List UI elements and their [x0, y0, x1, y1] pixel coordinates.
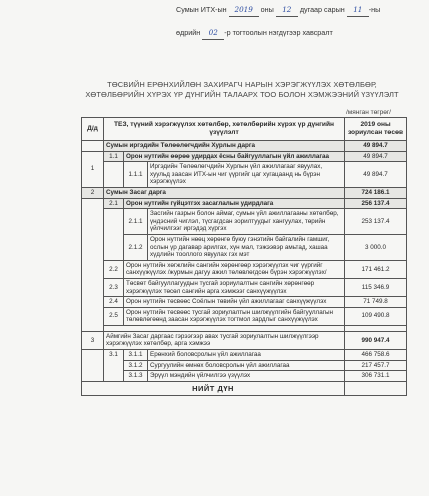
table-row: [82, 162, 407, 188]
header-text: -р тогтоолын нэгдүгээр хавсралт: [224, 28, 333, 37]
row-num: 3: [82, 331, 104, 349]
row-desc: Ерөнхий боловсролын үйл ажиллагаа: [148, 350, 345, 361]
row-desc: Сумын Засаг дарга: [104, 187, 345, 198]
table-row: [82, 360, 407, 371]
row-code: 3.1.2: [124, 360, 148, 371]
row-desc: Аймгийн Засаг даргаас гэрээгээр авах тусгай зориулалтын шилжүүлгээр хэрэгжүүлэх хөтөлбөр, арга хэмжээ: [104, 331, 345, 349]
row-amount: 49 894.7: [345, 151, 407, 162]
meeting-blank: 02: [202, 27, 224, 40]
total-amount: [345, 381, 407, 396]
month-blank: 12: [276, 4, 298, 17]
row-amount: 171 461.2: [345, 260, 407, 278]
table-row: [82, 260, 407, 278]
row-code: 3.1.1: [124, 350, 148, 361]
row-desc: Орон нутгийн гүйцэтгэх засаглалын удирдлага: [124, 198, 345, 209]
header-text: дугаар сарын: [299, 5, 345, 14]
row-amount: 115 346.9: [345, 278, 407, 296]
row-amount: 49 894.7: [345, 141, 407, 152]
row-amount: 109 490.8: [345, 307, 407, 325]
row-desc: Сумын иргэдийн Төлөөлөгчдийн Хурлын дарга: [104, 141, 345, 152]
row-amount: 217 457.7: [345, 360, 407, 371]
row-code: 3.1.3: [124, 371, 148, 382]
row-num: 2: [82, 187, 104, 198]
budget-table: [81, 117, 407, 396]
row-amount: 71 749.8: [345, 297, 407, 308]
appendix-header: [176, 4, 380, 40]
table-row: [82, 141, 407, 152]
row-desc: Эрүүл мэндийн үйлчилгээ үзүүлэх: [148, 371, 345, 382]
unit-label: /мянган төгрөг/: [346, 109, 391, 116]
row-desc: Сургуулийн өмнөх боловсролын үйл ажиллагаа: [148, 360, 345, 371]
total-label: НИЙТ ДҮН: [82, 381, 345, 396]
row-code: 2.2: [104, 260, 124, 278]
col-header-amount: 2019 оны зориулсан төсөв: [345, 118, 407, 141]
header-text: өдрийн: [176, 28, 201, 37]
table-row: [82, 198, 407, 209]
table-row: [82, 209, 407, 235]
row-desc: Орон нутгийн төсвөөс тусгай зориулалтын шилжүүлгийн байгууллагын төлөвлөгөөнд заасан хэрэгжүүлэх тогтмол зардлыг санхүүжүүлэх: [124, 307, 345, 325]
appendix-line-1: [176, 4, 380, 17]
row-amount: 49 894.7: [345, 162, 407, 188]
col-header-num: Д/д: [82, 118, 104, 141]
row-code: 1.1: [104, 151, 124, 162]
table-row: [82, 151, 407, 162]
header-text: -ны: [368, 5, 381, 14]
row-code: 3.1: [104, 350, 124, 382]
table-row: [82, 350, 407, 361]
row-amount: 990 947.4: [345, 331, 407, 349]
row-desc: Орон нутгийн өөрөө удирдах ёсны байгууллагын үйл ажиллагаа: [124, 151, 345, 162]
row-desc: Төсвөт байгууллагуудын тусгай зориулалтын сангийн хөрөнгөөр хэрэгжүүлэх төсөл сангийн арга хэмжээг санхүүжүүлэх: [124, 278, 345, 296]
document-title: ТӨСВИЙН ЕРӨНХИЙЛӨН ЗАХИРАГЧ НАРЫН ХЭРЭГЖҮҮЛЭХ ХӨТӨЛБӨР, ХӨТӨЛБӨРИЙН ХҮРЭХ ҮР ДҮНГИЙН ТАЛААРХ ТОО БОЛОН ХЭМЖЭЭНИЙ ҮЗҮҮЛЭЛТ: [85, 80, 399, 99]
table-header-row: [82, 118, 407, 141]
row-desc: Иргэдийн Төлөөлөгчдийн Хурлын үйл ажиллагааг явуулах, хуульд заасан ИТХ-ын чиг үүргийг цаг хугацаанд нь бүрэн хэрэгжүүлэх: [148, 162, 345, 188]
row-desc: Орон нутгийн төсвөөс Соёлын төвийн үйл ажиллагааг санхүүжүүлэх: [124, 297, 345, 308]
row-amount: 306 731.1: [345, 371, 407, 382]
header-text: оны: [260, 5, 274, 14]
row-code: 2.4: [104, 297, 124, 308]
row-code: 2.1.2: [124, 234, 148, 260]
col-header-desc: ТЕЗ, түүний хэрэгжүүлэх хөтөлбөр, хөтөлбөрийн хүрэх үр дүнгийн үзүүлэлт: [104, 118, 345, 141]
total-row: [82, 381, 407, 396]
row-num: 1: [82, 151, 104, 187]
row-amount: 724 186.1: [345, 187, 407, 198]
row-code: 2.3: [104, 278, 124, 296]
table-row: [82, 307, 407, 325]
appendix-line-2: [176, 27, 380, 40]
table-row: [82, 371, 407, 382]
row-code: 2.5: [104, 307, 124, 325]
header-text: Сумын ИТХ-ын: [176, 5, 227, 14]
table-row: [82, 187, 407, 198]
row-code: 2.1.1: [124, 209, 148, 235]
year-blank: 2019: [229, 4, 259, 17]
table-row: [82, 331, 407, 349]
row-amount: 3 000.0: [345, 234, 407, 260]
row-desc: Орон нутгийн хөгжлийн сангийн хөрөнгөөр хэрэгжүүлэх чиг үүргийг санхүүжүүлэх /журмын дагуу ажил төлөвлөгдсөн бүрэн хэрэгжүүлэх/: [124, 260, 345, 278]
day-blank: 11: [347, 4, 369, 17]
table-row: [82, 234, 407, 260]
row-amount: 253 137.4: [345, 209, 407, 235]
row-desc: Засгийн газрын болон аймаг, сумын үйл ажиллагааны хөтөлбөр, үндэсний чиглэл, түсгагдсан зорилтуудыг хангуулах, төрийн үйлчилгээг иргэдэд хүргэх: [148, 209, 345, 235]
table-row: [82, 297, 407, 308]
row-amount: 256 137.4: [345, 198, 407, 209]
table-row: [82, 278, 407, 296]
row-code: 2.1: [104, 198, 124, 209]
row-desc: Орон нутгийн нөөц хөрөнгө буюу гэнэтийн байгалийн гамшиг, ослын үр дагавар арилгах, хүн мал, тэжээвэр амьтад, хашаа хүдлийн тооллого явуулах гэх мэт: [148, 234, 345, 260]
row-amount: 466 758.6: [345, 350, 407, 361]
row-code: 1.1.1: [124, 162, 148, 188]
